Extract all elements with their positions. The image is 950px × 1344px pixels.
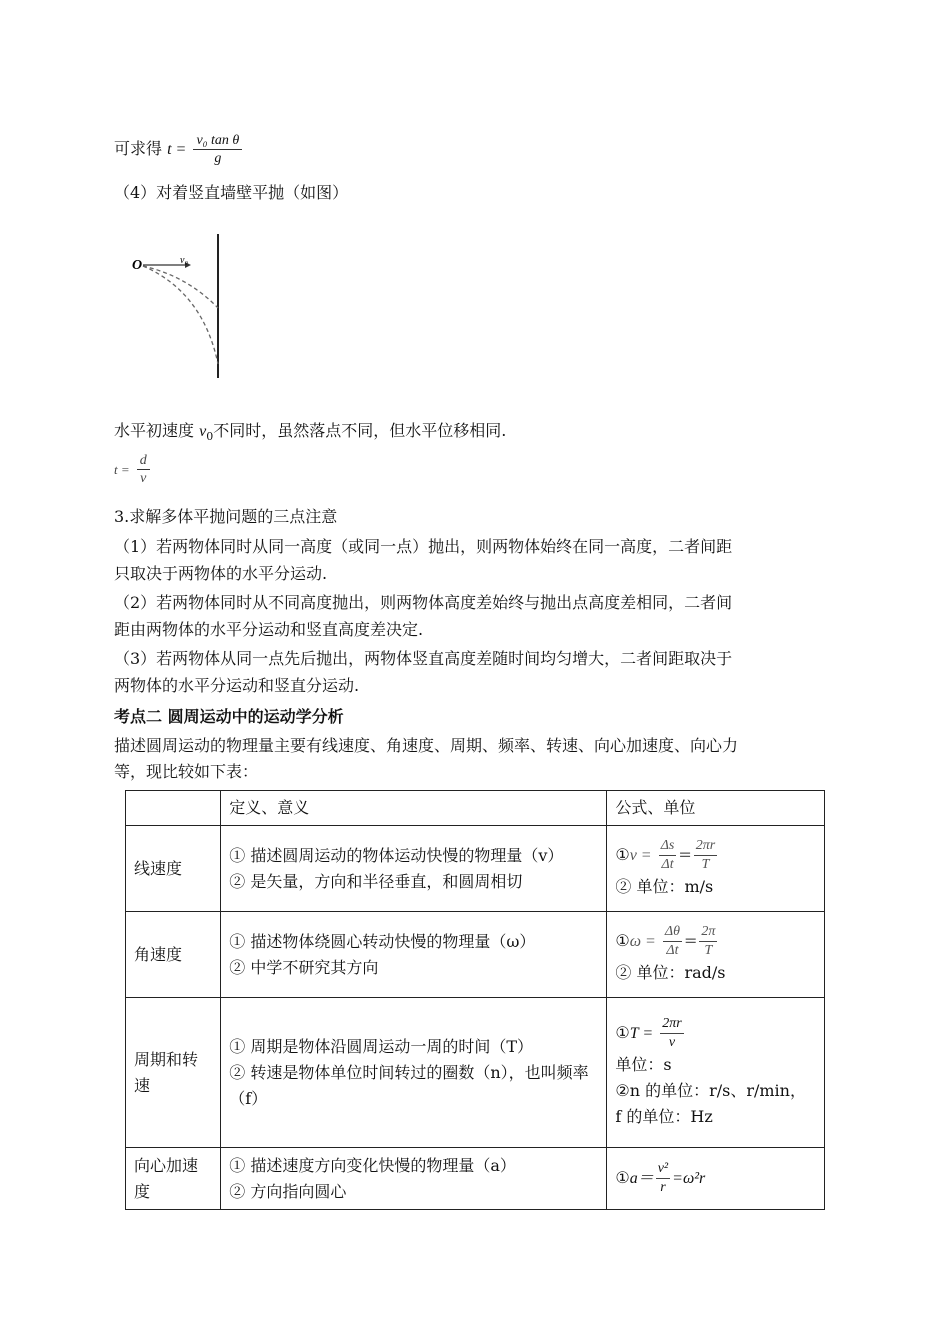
intro-fraction <box>193 132 242 167</box>
formula-fraction-2 <box>699 923 717 960</box>
trajectory-long <box>143 266 218 364</box>
row-name: 角速度 <box>126 912 221 998</box>
formula-fraction-1 <box>656 1160 670 1197</box>
formula-lhs: T = <box>629 1025 654 1042</box>
row-description <box>221 998 607 1148</box>
fraction-den: Δt <box>666 943 679 958</box>
row-desc-2: ② 方向指向圆心 <box>229 1181 347 1201</box>
formula-fraction-1 <box>659 837 677 874</box>
row-desc-1: ① 描述圆周运动的物体运动快慢的物理量（v） <box>229 845 564 865</box>
formula-unit: ② 单位：rad/s <box>615 963 726 982</box>
formula-fraction-2 <box>694 837 717 874</box>
section3-p1-line2: 只取决于两物体的水平分运动. <box>114 564 328 583</box>
section3-p2-line2: 距由两物体的水平分运动和竖直高度差决定. <box>114 620 424 639</box>
section3-p3-line1: （3）若两物体从同一点先后抛出，两物体竖直高度差随时间均匀增大，二者间距取决于 <box>114 649 733 668</box>
formula2-lhs: t = <box>114 462 130 477</box>
table-row <box>126 1148 825 1210</box>
velocity-label: v₀ <box>180 255 188 266</box>
table-row <box>126 912 825 998</box>
intro-prefix: 可求得 <box>114 139 163 158</box>
row-description <box>221 826 607 912</box>
wall-projectile-figure <box>125 232 235 382</box>
fraction-den: v <box>668 1035 676 1050</box>
fraction-num: 2π <box>699 923 717 942</box>
note1-text-a: 水平初速度 <box>114 421 200 440</box>
formula-lhs: v = <box>629 847 652 864</box>
row-name: 向心加速度 <box>126 1148 221 1210</box>
intro-line <box>114 132 244 167</box>
formula-fraction-1 <box>663 923 682 960</box>
fraction-den: r <box>660 1180 666 1195</box>
fraction-num: 2πr <box>694 837 717 856</box>
table-row <box>126 826 825 912</box>
row-desc-2: ② 中学不研究其方向 <box>229 957 379 977</box>
row-formula <box>607 1148 825 1210</box>
table-row <box>126 998 825 1148</box>
row-formula <box>607 826 825 912</box>
formula-line <box>615 1160 816 1197</box>
intro-fraction-num: v₀ tan θ <box>193 132 242 150</box>
row-formula <box>607 998 825 1148</box>
fraction-den: T <box>704 943 713 958</box>
formula-unit-2: ②n 的单位：r/s、r/min， <box>615 1081 806 1100</box>
note1-sub: 0 <box>206 430 214 444</box>
formula2-den: v <box>140 471 147 486</box>
fraction-num: Δs <box>659 837 677 856</box>
row-name: 线速度 <box>126 826 221 912</box>
row-desc-2: ② 转速是物体单位时间转过的圈数（n），也叫频率（f） <box>229 1062 589 1108</box>
row-desc-1: ① 描述速度方向变化快慢的物理量（a） <box>229 1155 516 1175</box>
formula-tail: =ω²r <box>672 1170 706 1187</box>
kaodian2-title: 考点二 圆周运动中的运动学分析 <box>114 707 344 726</box>
table-header-row <box>126 791 825 826</box>
origin-label: O <box>132 258 143 273</box>
fraction-num: v² <box>656 1160 670 1179</box>
kaodian2-desc-line2: 等，现比较如下表： <box>114 762 259 781</box>
row-name: 周期和转速 <box>126 998 221 1148</box>
formula-unit: ② 单位：m/s <box>615 877 714 896</box>
header-cell-formula: 公式、单位 <box>607 791 825 826</box>
formula-unit: 单位：s <box>615 1055 672 1074</box>
note1-line <box>114 420 506 448</box>
row-desc-1: ① 描述物体绕圆心转动快慢的物理量（ω） <box>229 931 536 951</box>
fraction-den: Δt <box>661 857 674 872</box>
trajectory-short <box>143 266 218 308</box>
fraction-num: 2πr <box>660 1015 683 1034</box>
row-desc-1: ① 周期是物体沿圆周运动一周的时间（T） <box>229 1036 534 1056</box>
item4-heading: （4）对着竖直墙壁平抛（如图） <box>114 183 349 202</box>
formula2-line <box>114 452 152 487</box>
row-formula <box>607 912 825 998</box>
formula-prefix: ① <box>615 1168 630 1187</box>
formula-prefix: ① <box>615 845 630 864</box>
header-cell-definition: 定义、意义 <box>221 791 607 826</box>
note1-text-b: 不同时，虽然落点不同，但水平位移相同. <box>213 421 507 440</box>
section3-p1-line1: （1）若两物体同时从同一高度（或同一点）抛出，则两物体始终在同一高度，二者间距 <box>114 537 733 556</box>
intro-formula-lhs: t = <box>167 141 187 158</box>
row-desc-2: ② 是矢量，方向和半径垂直，和圆周相切 <box>229 871 523 891</box>
formula-line <box>615 1015 816 1052</box>
note1-var: v <box>199 423 207 440</box>
formula-line: ①ω = $\frac{\Delta\theta}{\Delta t}$ = $\frac{2\pi}{T}$ <box>615 924 716 958</box>
formula-unit-3: f 的单位：Hz <box>615 1107 713 1126</box>
formula2-num: d <box>137 452 150 470</box>
intro-fraction-den: g <box>214 151 222 166</box>
section3-p3-line2: 两物体的水平分运动和竖直分运动. <box>114 676 360 695</box>
kaodian2-desc-line1: 描述圆周运动的物理量主要有线速度、角速度、周期、频率、转速、向心加速度、向心力 <box>114 736 739 755</box>
row-description <box>221 912 607 998</box>
formula-prefix: ① <box>615 1023 630 1042</box>
fraction-den: T <box>701 857 710 872</box>
comparison-table <box>125 790 825 1210</box>
header-cell-empty <box>126 791 221 826</box>
formula-lhs: ω = <box>629 933 656 950</box>
fraction-num: Δθ <box>663 923 682 942</box>
formula-prefix: ① <box>615 931 630 950</box>
section3-title: 3.求解多体平抛问题的三点注意 <box>114 507 338 526</box>
row-description <box>221 1148 607 1210</box>
formula-lhs: a＝ <box>629 1170 654 1187</box>
formula-fraction-1 <box>660 1015 683 1052</box>
formula2-fraction <box>137 452 150 487</box>
formula-line: ①v = $\frac{\Delta s}{\Delta t}$ = $\frac{2\pi r}{T}$ <box>615 838 716 872</box>
section3-p2-line1: （2）若两物体同时从不同高度抛出，则两物体高度差始终与抛出点高度差相同，二者间 <box>114 593 733 612</box>
